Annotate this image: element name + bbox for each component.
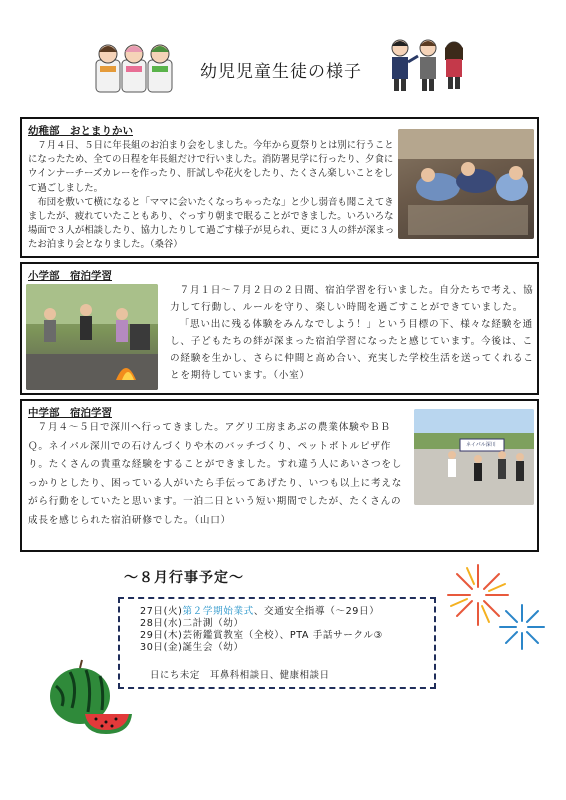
event-line [140,618,244,630]
group-outdoor-photo [414,409,534,505]
section-heading: 中学部 宿泊学習 [28,407,112,419]
campfire-photo [26,284,158,390]
paragraph: 「思い出に残る体験をみんなでしよう！」という目標の下、様々な経験を通し、子どもたちの絆が深まった宿泊学習になったと感じています。今後は、この経験を生かし、さらに仲間と高め合い、充実した学校生活を送ってくれることを期待しています。（小室） [170,319,534,381]
event-text: 芸術鑑賞教室（全校）、PTA 手話サークル③ [182,630,383,641]
events-footer: 日にち未定 耳鼻科相談日、健康相談日 [150,670,330,681]
paragraph: ７月４日、５日に年長組のお泊まり会をしました。今年から夏祭りとは別に行うことになったため、全ての日程を年長組だけで行いました。消防署見学に行ったり、夕食にウインナーチーズカレーを作ったり、肝試しや花火をしたり、たくさん楽しいことをして過ごしました。 [28,140,394,194]
event-date: 30日(金) [140,642,183,653]
sleeping-children-photo [398,129,534,239]
sleeping-kids-icon [94,38,174,96]
paragraph: 布団を敷いて横になると「ママに会いたくなっちゃったな」と少し弱音も聞こえてきましたが、疲れていたこともあり、ぐっすり朝まで眠ることができました。いろいろな場面で３人が相談したり、協力したりして過ごす様子が見られ、更に３人の絆が深まったお泊まり会となりました。（桑谷） [28,196,395,251]
event-date: 28日(水) [140,618,183,629]
page-title: 幼児児童生徒の様子 [200,62,362,82]
event-line [140,642,244,654]
junior-high-section [20,399,539,552]
watermelon-icon [46,656,136,736]
paragraph: ７月４～５日で深川へ行ってきました。アグリ工房まあぶの農業体験やＢＢＱ。ネイパル深川での石けんづくりや木のバッチづくり、ペットボトルピザ作り。たくさんの貴重な経験をすることができました。すれ違う人にあいさつをしっかりとしたり、困っている人がいたら手伝ってあげたり、いつも以上に考えながら行動をしていたと思います。一泊二日という短い期間でしたが、たくさんの成長を感じられた宿泊研修でした。（山口） [28,422,403,526]
event-text: 二計測（幼） [182,618,244,629]
events-title: ～８月行事予定～ [124,570,244,586]
event-line [140,606,379,618]
event-date: 29日(木) [140,630,183,641]
section-body [28,139,396,253]
event-date: 27日(火) [140,606,183,617]
section-body [170,282,534,384]
kindergarten-section [20,117,539,258]
event-text: 誕生会（幼） [182,642,244,653]
paragraph: ７月１日～７月２日の２日間、宿泊学習を行いました。自分たちで考え、協力して行動し、ルールを守り、楽しい時間を過ごすことができていました。 [170,285,534,313]
event-text: 、交通安全指導（～29日） [253,606,380,617]
elementary-section [20,262,539,395]
photo-sign: ネイパル深川 [466,442,496,448]
section-body [28,419,408,530]
firework-icon [440,553,550,653]
event-line [140,630,383,642]
event-highlight: 第２学期始業式 [182,606,254,617]
teachers-icon [384,36,470,94]
section-heading: 小学部 宿泊学習 [28,270,112,282]
section-heading: 幼稚部 おとまりかい [28,125,133,137]
